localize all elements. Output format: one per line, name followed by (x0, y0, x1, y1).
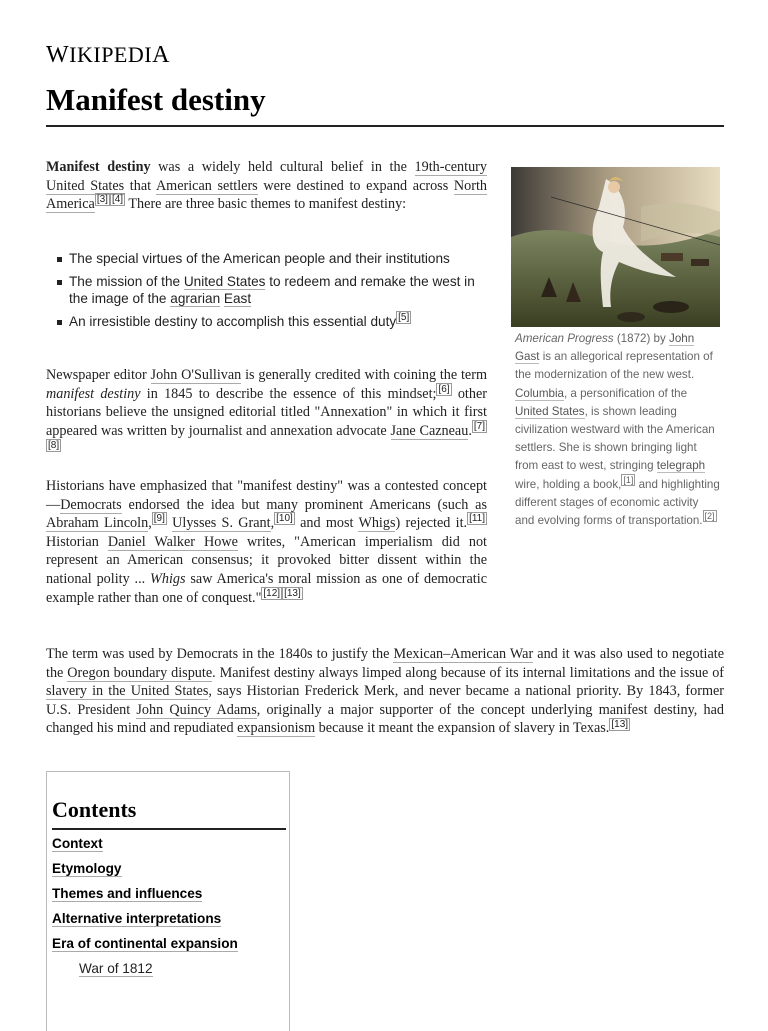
title-divider (46, 125, 724, 127)
link-slavery-in-us[interactable]: slavery in the United States (46, 683, 209, 700)
toc-item-era[interactable]: Era of continental expansion (52, 936, 238, 951)
ref-7[interactable]: [7] (473, 421, 485, 433)
link-mexican-american-war[interactable]: Mexican–American War (393, 646, 534, 662)
link-whigs[interactable]: Whigs (358, 515, 396, 532)
toc-item-context[interactable]: Context (52, 836, 103, 851)
ref-6[interactable]: [6] (438, 383, 450, 395)
link-united-states[interactable]: United States (183, 273, 266, 289)
figure-caption: American Progress (1872) by John Gast is an allegorical representation of the modernization of the new west. Columbia, a personification of the United States, is shown leading civilization westward with the American settlers. She is shown bringing light from east to west, stringing telegraph wire, holding a book, [1] and highlighting different stages of economic activity and evolving forms of transportation. [2] (515, 332, 720, 528)
table-of-contents (46, 771, 290, 1031)
painting-illustration (511, 167, 720, 327)
ref-3[interactable]: [3] (96, 194, 108, 206)
link-north-america[interactable]: North America (46, 177, 487, 213)
toc-item-etymology[interactable]: Etymology (52, 861, 122, 876)
link-democrats[interactable]: Democrats (60, 496, 122, 513)
list-item: The mission of the United States to redeem and remake the west in the image of the agrarian East (46, 273, 487, 308)
toc-list (52, 836, 238, 986)
ref-13[interactable]: [13] (284, 587, 301, 599)
toc-item-alternative[interactable]: Alternative interpretations (52, 911, 222, 926)
ref-9[interactable]: [9] (153, 513, 165, 525)
ref-13b[interactable]: [13] (611, 718, 629, 730)
toc-divider (52, 828, 286, 830)
ref-4[interactable]: [4] (111, 194, 124, 206)
list-item: The special virtues of the American people and their institutions (46, 250, 487, 268)
caption-ref-2[interactable]: [2] (704, 511, 715, 522)
link-agrarian[interactable]: agrarian (170, 291, 221, 306)
link-john-quincy-adams[interactable]: John Quincy Adams (136, 701, 257, 718)
ref-12[interactable]: [12] (263, 587, 281, 599)
link-daniel-walker-howe[interactable]: Daniel Walker Howe (107, 533, 238, 550)
term-usage-paragraph: The term was used by Democrats in the 1840s to justify the Mexican–American War and it was also used to negotiate the Oregon boundary dispute. Manifest destiny always limped along because of its internal limitations and the issue of slavery in the United States, says Historian Frederick Merk, and never became a national priority. By 1843, former U.S. President John Quincy Adams, originally a major supporter of the concept underlying manifest destiny, had changed his mind and repudiated expansionism because it meant the expansion of slavery in Texas. [13] (46, 646, 725, 737)
link-abraham-lincoln[interactable]: Abraham Lincoln (46, 515, 149, 532)
ref-8[interactable]: [8] (48, 439, 60, 451)
link-oregon-boundary-dispute[interactable]: Oregon boundary dispute (67, 664, 213, 681)
ref-10[interactable]: [10] (276, 513, 293, 525)
caption-ref-1[interactable]: [1] (623, 474, 634, 485)
historians-paragraph: Historians have emphasized that "manifest destiny" was a contested concept—Democrats endorsed the idea but many prominent Americans (such as Abraham Lincoln, [9] Ulysses S. Grant, [10] and most Whigs) rejected it. [11] Historian Daniel Walker Howe writes, "American imperialism did not represent an American consensus; it provoked bitter dissent within the national polity ... Whigs saw America's moral mission as one of democratic example rather than one of conquest." [12] [13] (46, 478, 487, 606)
intro-paragraph: Manifest destiny was a widely held cultural belief in the 19th-century United States that American settlers were destined to expand across North America [3] [4] There are three basic themes to manifest destiny: (46, 159, 487, 213)
link-caption-united-states[interactable]: United States (515, 404, 585, 418)
toc-subitem-war-of-1812[interactable]: War of 1812 (79, 961, 153, 976)
toc-item-themes[interactable]: Themes and influences (52, 886, 203, 901)
link-telegraph[interactable]: telegraph (656, 459, 706, 473)
link-columbia[interactable]: Columbia (515, 386, 564, 400)
osullivan-paragraph: Newspaper editor John O'Sullivan is generally credited with coining the term manifest destiny in 1845 to describe the essence of this mindset; [6] other historians believe the unsigned editorial titled "Annexation" in which it first appeared was written by journalist and annexation advocate Jane Cazneau. [7][8] (46, 367, 487, 451)
link-john-osullivan[interactable]: John O'Sullivan (150, 367, 242, 383)
link-expansionism[interactable]: expansionism (237, 720, 316, 737)
link-american-settlers[interactable]: American settlers (155, 177, 258, 194)
link-ulysses-grant[interactable]: Ulysses S. Grant (172, 515, 271, 532)
ref-11[interactable]: [11] (469, 513, 486, 525)
ref-5[interactable]: [5] (398, 311, 410, 323)
themes-list (46, 250, 487, 335)
link-john-gast[interactable]: John Gast (515, 332, 695, 364)
link-east[interactable]: East (223, 291, 252, 306)
wikipedia-wordmark[interactable]: WIKIPEDIA (46, 42, 170, 68)
link-jane-cazneau[interactable]: Jane Cazneau (390, 422, 469, 439)
toc-title: Contents (52, 797, 137, 822)
list-item: An irresistible destiny to accomplish this essential duty [5] (46, 313, 487, 331)
page-title: Manifest destiny (46, 82, 266, 117)
link-19th-century-us[interactable]: 19th-century United States (46, 159, 487, 194)
american-progress-figure[interactable] (511, 167, 720, 327)
american-progress-painting[interactable] (511, 167, 720, 327)
